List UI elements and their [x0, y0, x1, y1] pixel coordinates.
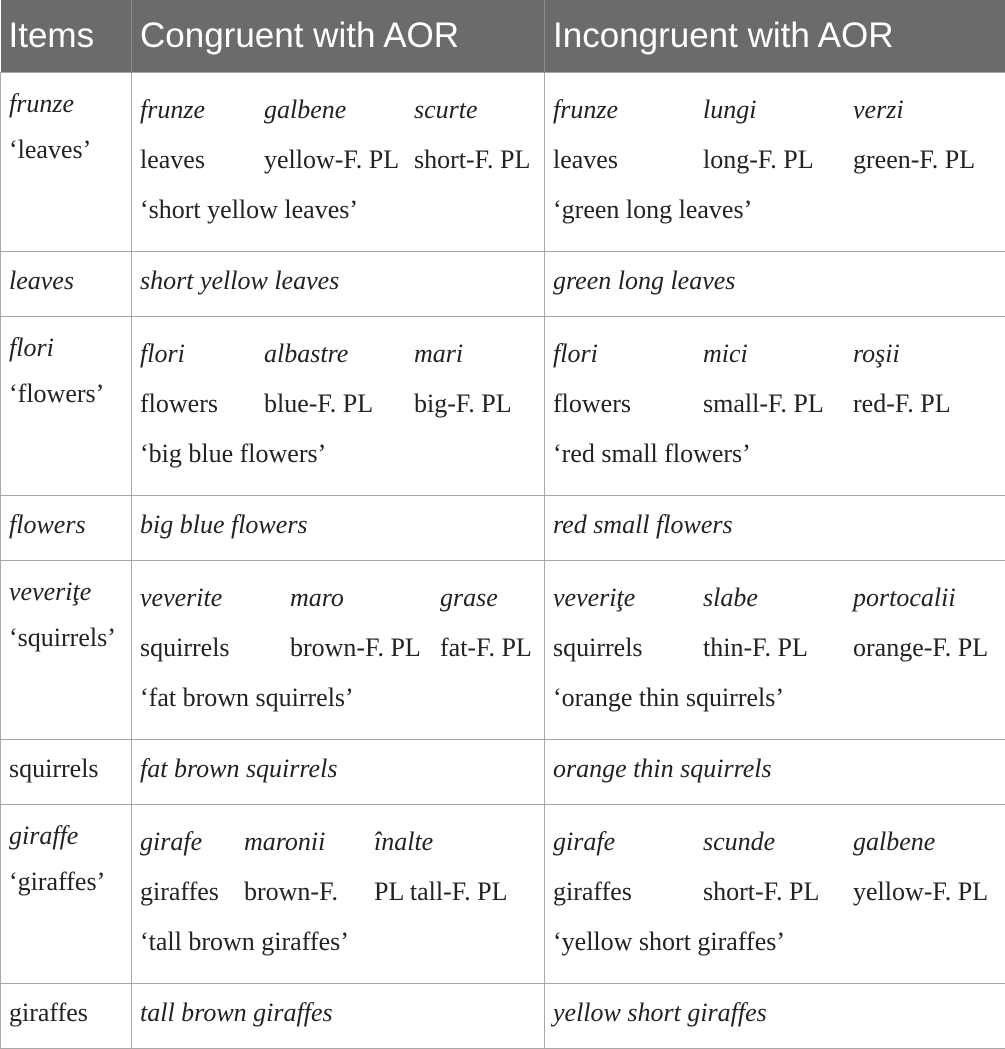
translation: ‘red small flowers’ — [553, 429, 997, 479]
gloss: giraffes — [553, 867, 703, 917]
gloss: leaves — [553, 135, 703, 185]
item-cell: flowers — [1, 496, 132, 561]
table-row — [1, 317, 1005, 496]
word: mici — [703, 329, 853, 379]
gloss-line — [140, 623, 536, 673]
table-row — [1, 73, 1005, 252]
item-word: veveriţe — [9, 569, 123, 615]
gloss: flowers — [553, 379, 703, 429]
congruent-cell — [132, 561, 545, 740]
word: veveriţe — [553, 573, 703, 623]
word: albastre — [264, 329, 414, 379]
word: scunde — [703, 817, 853, 867]
word: girafe — [553, 817, 703, 867]
gloss: leaves — [140, 135, 264, 185]
header-incongruent: Incongruent with AOR — [545, 0, 1005, 73]
gloss-line — [553, 623, 997, 673]
item-cell — [1, 317, 132, 496]
romanian-line — [140, 817, 536, 867]
item-cell: giraffes — [1, 984, 132, 1049]
gloss-line — [553, 867, 997, 917]
gloss: long-F. PL — [703, 135, 853, 185]
item-cell — [1, 561, 132, 740]
congruent-cell — [132, 73, 545, 252]
item-cell — [1, 73, 132, 252]
congruent-cell — [132, 317, 545, 496]
translation: ‘short yellow leaves’ — [140, 185, 536, 235]
gloss: yellow-F. PL — [264, 135, 414, 185]
gloss-line — [140, 135, 536, 185]
congruent-cell: tall brown giraffes — [132, 984, 545, 1049]
gloss: squirrels — [140, 623, 290, 673]
congruent-cell: fat brown squirrels — [132, 740, 545, 805]
gloss: yellow-F. PL — [853, 867, 997, 917]
romanian-line — [553, 329, 997, 379]
gloss: blue-F. PL — [264, 379, 414, 429]
congruent-cell — [132, 805, 545, 984]
word: veverite — [140, 573, 290, 623]
header-items: Items — [1, 0, 132, 73]
item-cell — [1, 805, 132, 984]
word: roşii — [853, 329, 997, 379]
gloss: green-F. PL — [853, 135, 997, 185]
word: lungi — [703, 85, 853, 135]
item-word: frunze — [9, 81, 123, 127]
item-word: giraffe — [9, 813, 123, 859]
word: slabe — [703, 573, 853, 623]
table-row — [1, 496, 1005, 561]
table-row — [1, 984, 1005, 1049]
incongruent-cell — [545, 73, 1005, 252]
incongruent-cell: yellow short giraffes — [545, 984, 1005, 1049]
gloss: brown-F. — [244, 867, 374, 917]
translation: ‘big blue flowers’ — [140, 429, 536, 479]
item-gloss: ‘giraffes’ — [9, 859, 123, 905]
incongruent-cell: red small flowers — [545, 496, 1005, 561]
romanian-line — [553, 85, 997, 135]
congruent-cell: big blue flowers — [132, 496, 545, 561]
word: galbene — [853, 817, 997, 867]
word: mari — [414, 329, 536, 379]
gloss: short-F. PL — [703, 867, 853, 917]
gloss: short-F. PL — [414, 135, 536, 185]
gloss: thin-F. PL — [703, 623, 853, 673]
incongruent-cell — [545, 317, 1005, 496]
translation: ‘green long leaves’ — [553, 185, 997, 235]
gloss: small-F. PL — [703, 379, 853, 429]
word: maro — [290, 573, 440, 623]
word: frunze — [140, 85, 264, 135]
word: înalte — [374, 817, 536, 867]
word: grase — [440, 573, 536, 623]
incongruent-cell: green long leaves — [545, 252, 1005, 317]
word: flori — [553, 329, 703, 379]
gloss-line — [140, 379, 536, 429]
romanian-line — [553, 573, 997, 623]
gloss-line — [553, 379, 997, 429]
item-cell: squirrels — [1, 740, 132, 805]
header-row — [1, 0, 1005, 73]
word: frunze — [553, 85, 703, 135]
header-congruent: Congruent with AOR — [132, 0, 545, 73]
table-row — [1, 252, 1005, 317]
gloss: big-F. PL — [414, 379, 536, 429]
translation: ‘fat brown squirrels’ — [140, 673, 536, 723]
translation: ‘tall brown giraffes’ — [140, 917, 536, 967]
word: flori — [140, 329, 264, 379]
romanian-line — [553, 817, 997, 867]
table-row — [1, 561, 1005, 740]
translation: ‘orange thin squirrels’ — [553, 673, 997, 723]
congruent-cell: short yellow leaves — [132, 252, 545, 317]
item-word: flori — [9, 325, 123, 371]
gloss: PL tall-F. PL — [374, 867, 536, 917]
gloss-line — [140, 867, 536, 917]
table-row — [1, 805, 1005, 984]
table-row — [1, 740, 1005, 805]
gloss: red-F. PL — [853, 379, 997, 429]
item-gloss: ‘leaves’ — [9, 127, 123, 173]
romanian-line — [140, 329, 536, 379]
incongruent-cell — [545, 561, 1005, 740]
gloss: flowers — [140, 379, 264, 429]
word: scurte — [414, 85, 536, 135]
gloss: giraffes — [140, 867, 244, 917]
word: girafe — [140, 817, 244, 867]
romanian-line — [140, 573, 536, 623]
gloss: orange-F. PL — [853, 623, 997, 673]
gloss: brown-F. PL — [290, 623, 440, 673]
word: maronii — [244, 817, 374, 867]
romanian-line — [140, 85, 536, 135]
translation: ‘yellow short giraffes’ — [553, 917, 997, 967]
gloss: squirrels — [553, 623, 703, 673]
word: portocalii — [853, 573, 997, 623]
item-gloss: ‘flowers’ — [9, 371, 123, 417]
gloss-line — [553, 135, 997, 185]
word: verzi — [853, 85, 997, 135]
gloss: fat-F. PL — [440, 623, 536, 673]
incongruent-cell: orange thin squirrels — [545, 740, 1005, 805]
item-gloss: ‘squirrels’ — [9, 615, 123, 661]
incongruent-cell — [545, 805, 1005, 984]
word: galbene — [264, 85, 414, 135]
item-cell: leaves — [1, 252, 132, 317]
